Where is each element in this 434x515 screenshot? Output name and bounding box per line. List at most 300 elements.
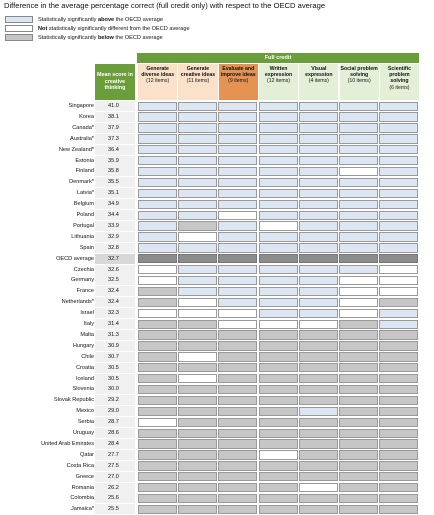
- mean-score: 32.5: [95, 275, 135, 285]
- mean-score: 26.2: [95, 483, 135, 493]
- mean-score: 35.5: [95, 177, 135, 187]
- significance-cell: [299, 450, 338, 459]
- column-title: Social problem solving: [340, 66, 378, 79]
- significance-cell: [339, 374, 378, 383]
- table-row: [0, 352, 434, 363]
- table-row: [0, 156, 434, 167]
- significance-cell: [259, 429, 298, 438]
- significance-cell: [379, 396, 418, 405]
- table-row: [0, 254, 434, 265]
- significance-cell: [178, 407, 217, 416]
- country-name: Czechia: [73, 266, 94, 273]
- mean-score: 32.4: [95, 286, 135, 296]
- significance-cell: [178, 167, 217, 176]
- significance-cell: [379, 178, 418, 187]
- significance-cell: [339, 102, 378, 111]
- significance-cell: [218, 178, 257, 187]
- significance-cell: [218, 123, 257, 132]
- significance-cell: [218, 134, 257, 143]
- significance-cell: [218, 167, 257, 176]
- significance-cell: [138, 330, 177, 339]
- significance-cell: [339, 287, 378, 296]
- significance-cell: [178, 287, 217, 296]
- significance-cell: [379, 167, 418, 176]
- significance-cell: [138, 494, 177, 503]
- significance-cell: [218, 309, 257, 318]
- country-name: Canada*: [72, 124, 94, 131]
- significance-cell: [379, 439, 418, 448]
- significance-cell: [339, 352, 378, 361]
- mean-score: 30.7: [95, 352, 135, 362]
- significance-cell: [259, 221, 298, 230]
- significance-cell: [379, 429, 418, 438]
- significance-cell: [259, 472, 298, 481]
- significance-cell: [138, 309, 177, 318]
- significance-cell: [218, 298, 257, 307]
- significance-cell: [299, 505, 338, 514]
- column-items: (10 items): [347, 78, 371, 85]
- mean-score: 34.9: [95, 199, 135, 209]
- significance-cell: [178, 189, 217, 198]
- significance-cell: [379, 483, 418, 492]
- significance-cell: [379, 472, 418, 481]
- significance-cell: [339, 298, 378, 307]
- significance-cell: [259, 134, 298, 143]
- significance-cell: [259, 494, 298, 503]
- country-name: Netherlands*: [61, 299, 94, 306]
- significance-cell: [259, 243, 298, 252]
- significance-cell: [218, 102, 257, 111]
- significance-cell: [299, 341, 338, 350]
- significance-cell: [259, 112, 298, 121]
- significance-cell: [178, 429, 217, 438]
- mean-score: 28.4: [95, 439, 135, 449]
- significance-cell: [299, 112, 338, 121]
- significance-cell: [379, 156, 418, 165]
- significance-cell: [299, 483, 338, 492]
- country-name: Israel: [80, 310, 94, 317]
- table-row: [0, 406, 434, 417]
- significance-cell: [339, 211, 378, 220]
- significance-cell: [218, 429, 257, 438]
- table-row: [0, 199, 434, 210]
- page-title: Difference in the average percentage correct (full credit only) with respect to the OECD average: [4, 1, 326, 10]
- significance-cell: [218, 276, 257, 285]
- significance-cell: [218, 461, 257, 470]
- significance-cell: [218, 232, 257, 241]
- significance-cell: [299, 418, 338, 427]
- mean-score: 41.0: [95, 101, 135, 111]
- mean-score: 30.9: [95, 341, 135, 351]
- significance-cell: [339, 189, 378, 198]
- table-row: [0, 112, 434, 123]
- country-name: Lithuania: [71, 233, 94, 240]
- column-header: [218, 64, 258, 100]
- significance-cell: [379, 211, 418, 220]
- significance-cell: [218, 265, 257, 274]
- significance-cell: [259, 320, 298, 329]
- significance-cell: [178, 145, 217, 154]
- mean-score: 28.6: [95, 428, 135, 438]
- legend-above: [5, 15, 190, 24]
- table-row: [0, 297, 434, 308]
- significance-cell: [178, 211, 217, 220]
- country-name: Hungary: [72, 342, 94, 349]
- mean-score-header: Mean score in creative thinking: [95, 64, 135, 100]
- significance-cell: [178, 134, 217, 143]
- country-name: Finland: [75, 168, 94, 175]
- table-row: [0, 341, 434, 352]
- significance-cell: [379, 352, 418, 361]
- column-title: Scientific problem solving: [387, 66, 411, 85]
- significance-cell: [218, 374, 257, 383]
- significance-cell: [379, 363, 418, 372]
- mean-score: 32.4: [95, 297, 135, 307]
- significance-cell: [379, 461, 418, 470]
- significance-cell: [218, 450, 257, 459]
- significance-cell: [178, 472, 217, 481]
- country-name: Belgium: [73, 201, 94, 208]
- significance-cell: [218, 418, 257, 427]
- mean-score: 32.7: [95, 254, 135, 264]
- mean-score: 27.7: [95, 450, 135, 460]
- country-name: Italy: [83, 321, 94, 327]
- legend-label: Statistically significantly below the OECD average: [38, 34, 163, 41]
- significance-cell: [138, 320, 177, 329]
- country-name: Croatia: [75, 364, 94, 371]
- significance-cell: [339, 156, 378, 165]
- column-items: (12 items): [267, 78, 291, 85]
- significance-cell: [299, 396, 338, 405]
- significance-cell: [178, 385, 217, 394]
- significance-cell: [339, 134, 378, 143]
- significance-cell: [218, 112, 257, 121]
- significance-cell: [178, 352, 217, 361]
- mean-score: 31.3: [95, 330, 135, 340]
- significance-cell: [218, 320, 257, 329]
- significance-cell: [299, 385, 338, 394]
- significance-cell: [339, 341, 378, 350]
- significance-cell: [299, 287, 338, 296]
- significance-cell: [339, 167, 378, 176]
- significance-cell: [299, 156, 338, 165]
- significance-cell: [299, 439, 338, 448]
- significance-cell: [218, 254, 257, 263]
- significance-cell: [178, 363, 217, 372]
- significance-cell: [178, 396, 217, 405]
- significance-cell: [178, 341, 217, 350]
- significance-cell: [138, 232, 177, 241]
- country-name: Germany: [70, 277, 94, 284]
- column-header: [379, 64, 419, 100]
- significance-cell: [379, 134, 418, 143]
- significance-cell: [218, 341, 257, 350]
- significance-cell: [339, 363, 378, 372]
- significance-cell: [259, 178, 298, 187]
- significance-cell: [178, 450, 217, 459]
- significance-cell: [339, 429, 378, 438]
- significance-cell: [218, 189, 257, 198]
- mean-score: 32.9: [95, 232, 135, 242]
- significance-cell: [299, 461, 338, 470]
- significance-cell: [138, 374, 177, 383]
- mean-score: 32.3: [95, 308, 135, 318]
- significance-cell: [138, 472, 177, 481]
- table-row: [0, 265, 434, 276]
- mean-score: 29.2: [95, 395, 135, 405]
- table-row: [0, 188, 434, 199]
- table-row: [0, 308, 434, 319]
- table-row: [0, 101, 434, 112]
- significance-cell: [178, 156, 217, 165]
- significance-cell: [138, 352, 177, 361]
- mean-score: 31.4: [95, 319, 135, 329]
- significance-cell: [218, 472, 257, 481]
- significance-cell: [259, 254, 298, 263]
- significance-cell: [218, 494, 257, 503]
- significance-cell: [339, 254, 378, 263]
- significance-cell: [178, 309, 217, 318]
- significance-cell: [299, 330, 338, 339]
- significance-cell: [259, 145, 298, 154]
- mean-score: 27.5: [95, 461, 135, 471]
- significance-cell: [138, 167, 177, 176]
- significance-cell: [259, 461, 298, 470]
- significance-cell: [218, 145, 257, 154]
- significance-cell: [259, 102, 298, 111]
- significance-cell: [218, 221, 257, 230]
- significance-cell: [379, 505, 418, 514]
- significance-cell: [138, 505, 177, 514]
- significance-cell: [138, 385, 177, 394]
- country-name: OECD average: [56, 255, 94, 262]
- significance-cell: [218, 352, 257, 361]
- legend-below: [5, 33, 190, 42]
- significance-cell: [178, 232, 217, 241]
- legend-swatch-below: [5, 34, 33, 41]
- country-name: Singapore: [68, 103, 94, 109]
- column-header: [137, 64, 177, 100]
- significance-cell: [259, 407, 298, 416]
- significance-cell: [339, 330, 378, 339]
- significance-cell: [259, 385, 298, 394]
- mean-score: 30.5: [95, 374, 135, 384]
- significance-cell: [379, 145, 418, 154]
- significance-cell: [379, 418, 418, 427]
- significance-cell: [299, 276, 338, 285]
- significance-cell: [299, 221, 338, 230]
- mean-score: 25.6: [95, 493, 135, 503]
- significance-cell: [299, 494, 338, 503]
- mean-score: 25.5: [95, 504, 135, 514]
- significance-cell: [339, 483, 378, 492]
- mean-score: 33.9: [95, 221, 135, 231]
- legend-label: Statistically significantly above the OECD average: [38, 16, 163, 23]
- significance-cell: [138, 341, 177, 350]
- table-row: [0, 439, 434, 450]
- significance-cell: [259, 363, 298, 372]
- significance-cell: [379, 374, 418, 383]
- significance-cell: [138, 461, 177, 470]
- significance-cell: [259, 298, 298, 307]
- significance-cell: [259, 483, 298, 492]
- significance-cell: [339, 123, 378, 132]
- significance-cell: [299, 200, 338, 209]
- legend-same: [5, 24, 190, 33]
- table-row: [0, 123, 434, 134]
- significance-cell: [299, 189, 338, 198]
- significance-cell: [178, 200, 217, 209]
- significance-cell: [218, 483, 257, 492]
- table-row: [0, 210, 434, 221]
- significance-cell: [138, 363, 177, 372]
- significance-cell: [178, 298, 217, 307]
- significance-cell: [339, 450, 378, 459]
- significance-cell: [339, 418, 378, 427]
- significance-cell: [299, 123, 338, 132]
- significance-cell: [259, 418, 298, 427]
- significance-cell: [259, 156, 298, 165]
- significance-cell: [379, 265, 418, 274]
- significance-cell: [178, 374, 217, 383]
- significance-cell: [299, 211, 338, 220]
- significance-cell: [178, 243, 217, 252]
- mean-score: 37.9: [95, 123, 135, 133]
- significance-cell: [138, 156, 177, 165]
- significance-cell: [178, 483, 217, 492]
- significance-cell: [259, 232, 298, 241]
- significance-cell: [138, 178, 177, 187]
- table-row: [0, 177, 434, 188]
- table-row: [0, 319, 434, 330]
- mean-score: 30.5: [95, 363, 135, 373]
- significance-cell: [259, 396, 298, 405]
- column-title: Generate diverse ideas: [141, 66, 175, 79]
- significance-cell: [178, 505, 217, 514]
- mean-score: 29.0: [95, 406, 135, 416]
- significance-cell: [339, 320, 378, 329]
- country-name: Qatar: [80, 451, 94, 458]
- table-row: [0, 363, 434, 374]
- significance-cell: [339, 309, 378, 318]
- table-row: [0, 243, 434, 254]
- significance-cell: [138, 102, 177, 111]
- significance-cell: [299, 298, 338, 307]
- column-items: (12 items): [146, 78, 170, 85]
- significance-cell: [178, 254, 217, 263]
- country-name: Estonia: [75, 157, 94, 164]
- significance-cell: [379, 189, 418, 198]
- column-items: (4 items): [308, 78, 329, 85]
- significance-cell: [259, 330, 298, 339]
- significance-cell: [339, 232, 378, 241]
- significance-cell: [299, 374, 338, 383]
- significance-cell: [259, 352, 298, 361]
- significance-cell: [259, 341, 298, 350]
- significance-cell: [339, 494, 378, 503]
- significance-cell: [379, 298, 418, 307]
- significance-cell: [339, 145, 378, 154]
- significance-cell: [178, 112, 217, 121]
- significance-cell: [138, 450, 177, 459]
- significance-cell: [259, 200, 298, 209]
- significance-cell: [218, 243, 257, 252]
- significance-cell: [299, 178, 338, 187]
- mean-score: 34.4: [95, 210, 135, 220]
- significance-cell: [178, 320, 217, 329]
- significance-cell: [339, 472, 378, 481]
- column-header: [258, 64, 298, 100]
- significance-cell: [178, 265, 217, 274]
- significance-cell: [259, 374, 298, 383]
- mean-score: 27.0: [95, 472, 135, 482]
- significance-cell: [178, 123, 217, 132]
- mean-score: 36.4: [95, 145, 135, 155]
- significance-cell: [178, 178, 217, 187]
- significance-cell: [379, 102, 418, 111]
- significance-cell: [138, 211, 177, 220]
- significance-cell: [299, 352, 338, 361]
- country-name: Slovenia: [72, 386, 94, 393]
- table-row: [0, 483, 434, 494]
- mean-score: 28.7: [95, 417, 135, 427]
- mean-score: 32.8: [95, 243, 135, 253]
- significance-cell: [379, 330, 418, 339]
- significance-cell: [259, 211, 298, 220]
- table-row: [0, 374, 434, 385]
- country-name: Serbia: [77, 419, 94, 426]
- country-name: Jamaica*: [70, 506, 94, 513]
- significance-cell: [299, 134, 338, 143]
- significance-cell: [259, 505, 298, 514]
- country-name: Romania: [71, 484, 94, 491]
- significance-cell: [299, 472, 338, 481]
- table-row: [0, 428, 434, 439]
- significance-cell: [138, 276, 177, 285]
- mean-score: 38.1: [95, 112, 135, 122]
- significance-cell: [379, 232, 418, 241]
- significance-cell: [379, 276, 418, 285]
- significance-cell: [339, 407, 378, 416]
- significance-cell: [218, 211, 257, 220]
- significance-cell: [379, 341, 418, 350]
- significance-cell: [218, 385, 257, 394]
- significance-cell: [138, 429, 177, 438]
- significance-cell: [259, 439, 298, 448]
- column-header: [177, 64, 217, 100]
- country-name: Slovak Republic: [53, 397, 94, 404]
- significance-cell: [138, 254, 177, 263]
- table-row: [0, 504, 434, 515]
- significance-cell: [138, 396, 177, 405]
- mean-score: 35.1: [95, 188, 135, 198]
- country-name: Denmark*: [69, 179, 94, 186]
- country-name: Portugal: [73, 222, 94, 229]
- table-row: [0, 461, 434, 472]
- table-row: [0, 330, 434, 341]
- significance-cell: [138, 483, 177, 492]
- significance-cell: [259, 123, 298, 132]
- country-name: Spain: [79, 244, 94, 251]
- significance-cell: [259, 265, 298, 274]
- significance-cell: [339, 221, 378, 230]
- significance-cell: [259, 276, 298, 285]
- significance-cell: [218, 363, 257, 372]
- significance-cell: [379, 112, 418, 121]
- significance-cell: [339, 396, 378, 405]
- significance-cell: [138, 189, 177, 198]
- country-name: Costa Rica: [66, 462, 94, 469]
